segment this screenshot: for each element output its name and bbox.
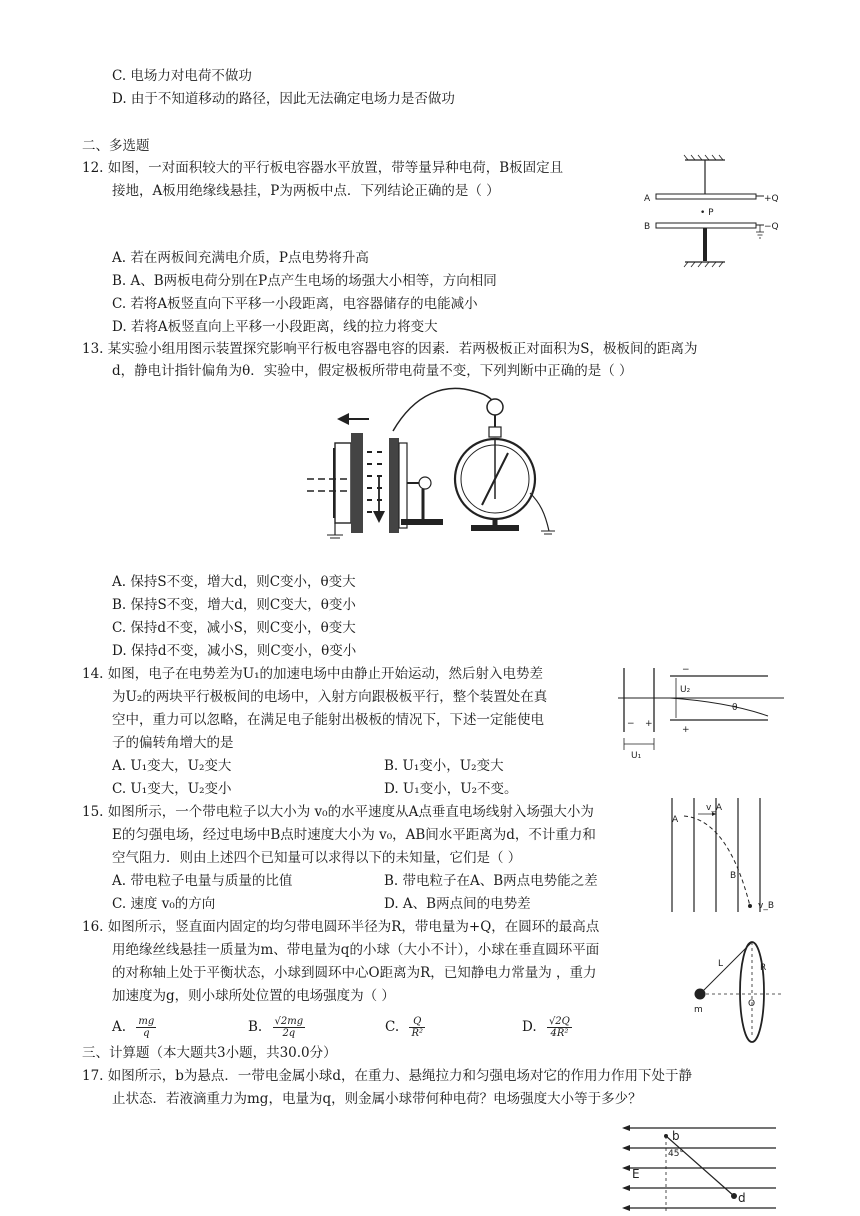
fig15-label-a: A [672, 815, 679, 825]
q13-stem-line2: d，静电计指针偏角为θ．实验中，假定极板所带电荷量不变，下列判断中正确的是（ ） [112, 363, 633, 379]
fig17-label-angle: 45° [668, 1149, 684, 1159]
q13-option-a: A. 保持S不变，增大d，则C变小，θ变大 [112, 574, 356, 590]
q16-option-b: B. $\frac{√2mg}{2q}$ [248, 1016, 304, 1039]
q15-stem-line3: 空气阻力．则由上述四个已知量可以求得以下的未知量，它们是（ ） [112, 850, 522, 866]
fig15-label-b: B [730, 871, 737, 881]
q16-a-numerator: mg [138, 1016, 155, 1027]
q16-c-denominator: R² [411, 1028, 423, 1039]
q11-option-d: D. 由于不知道移动的路径，因此无法确定电场力是否做功 [112, 91, 455, 107]
fig12-label-minus-q: −Q [764, 222, 779, 232]
q15-option-a: A. 带电粒子电量与质量的比值 [112, 873, 293, 889]
q17-field-figure [616, 1122, 782, 1214]
fig17-label-b: b [672, 1129, 680, 1143]
q16-option-a: A. $\frac{mg}{q}$ [112, 1016, 155, 1039]
section-multiple-choice-heading: 二、多选题 [82, 138, 150, 154]
q12-option-a: A. 若在两板间充满电介质，P点电势将升高 [112, 250, 369, 266]
q12-option-b: B. A、B两板电荷分别在P点产生电场的场强大小相等，方向相同 [112, 273, 497, 289]
fig17-label-d: d [738, 1191, 746, 1205]
q16-option-c: C. $\frac{Q}{\text{R²}}$ [385, 1016, 423, 1039]
fig12-label-plus-q: +Q [764, 194, 779, 204]
q16-option-d: D. $\frac{√2Q}{\text{4R²}}$ [522, 1016, 570, 1039]
fig14-label-u1: U₁ [631, 751, 642, 761]
q12-capacitor-figure [640, 152, 780, 270]
q13-electrometer-figure [305, 383, 555, 543]
q13-option-b: B. 保持S不变，增大d，则C变大，θ变小 [112, 597, 356, 613]
q16-c-numerator: Q [409, 1016, 425, 1028]
q14-option-d: D. U₁变小，U₂不变。 [384, 781, 518, 797]
q16-ring-figure [686, 934, 782, 1046]
q17-stem-line1: 17. 如图所示，b为悬点．一带电金属小球d，在重力、悬绳拉力和匀强电场对它的作用力作用下处于静 [82, 1068, 693, 1084]
fig16-label-l: L [718, 959, 724, 969]
fig16-label-r: R [760, 963, 767, 973]
fig12-label-p: • P [700, 208, 714, 218]
fig15-label-va: v_A [706, 803, 722, 813]
q16-d-numerator: √2Q [548, 1016, 570, 1027]
q14-stem-line3: 空中，重力可以忽略，在满足电子能射出极板的情况下，下述一定能使电 [112, 712, 544, 728]
fig17-label-e: E [632, 1167, 640, 1181]
q12-stem-line2: 接地，A板用绝缘线悬挂，P为两板中点．下列结论正确的是（ ） [112, 183, 500, 199]
q16-stem-line1: 16. 如图所示，竖直面内固定的均匀带电圆环半径为R，带电量为+Q，在圆环的最高点 [82, 919, 600, 935]
q17-stem-line2: 止状态．若液滴重力为mg，电量为q，则金属小球带何种电荷？电场强度大小等于多少？ [112, 1091, 642, 1107]
q16-d-denominator: 4R² [550, 1028, 569, 1039]
q13-stem-line1: 13. 某实验小组用图示装置探究影响平行板电容器电容的因素．若两极板正对面积为S，极板间的距离为 [82, 341, 698, 357]
q14-deflection-figure [618, 664, 784, 764]
section-calculation-heading: 三、计算题（本大题共3小题，共30.0分） [82, 1045, 337, 1061]
fig14-minus-left: − [627, 719, 635, 729]
q14-stem-line2: 为U₂的两块平行极板间的电场中，入射方向跟极板平行，整个装置处在真 [112, 689, 548, 705]
fig14-label-u2: U₂ [680, 685, 691, 695]
q14-stem-line4: 子的偏转角增大的是 [112, 735, 234, 751]
q16-stem-line2: 用绝缘丝线悬挂一质量为m、带电量为q的小球（大小不计），小球在垂直圆环平面 [112, 942, 600, 958]
q16-b-denominator: 2q [282, 1028, 296, 1039]
q14-stem-line1: 14. 如图，电子在电势差为U₁的加速电场中由静止开始运动，然后射入电势差 [82, 666, 544, 682]
q14-option-c: C. U₁变大，U₂变小 [112, 781, 232, 797]
fig16-label-o: O [748, 999, 756, 1009]
q16-a-denominator: q [143, 1028, 150, 1039]
q14-option-b: B. U₁变小，U₂变大 [384, 758, 504, 774]
q15-stem-line2: E的匀强电场，经过电场中B点时速度大小为 v₀，AB间水平距离为d，不计重力和 [112, 827, 596, 843]
fig14-plus-left: + [645, 719, 653, 729]
q15-field-figure [668, 798, 780, 914]
q15-option-c: C. 速度 v₀的方向 [112, 896, 216, 912]
q16-stem-line4: 加速度为g，则小球所处位置的电场强度为（ ） [112, 988, 395, 1004]
fig14-plus-bot: + [682, 725, 690, 735]
fig15-label-vb: v_B [758, 901, 775, 911]
fig12-label-b: B [644, 222, 651, 232]
q16-b-numerator: √2mg [274, 1016, 304, 1027]
q11-option-c: C. 电场力对电荷不做功 [112, 68, 252, 84]
fig12-label-a: A [644, 194, 651, 204]
q16-stem-line3: 的对称轴上处于平衡状态，小球到圆环中心O距离为R，已知静电力常量为 ，重力 [112, 965, 597, 981]
fig14-theta: θ [732, 703, 738, 713]
q13-option-d: D. 保持d不变，减小S，则C变小，θ变小 [112, 643, 357, 659]
fig16-label-m: m [694, 1005, 703, 1015]
q12-option-c: C. 若将A板竖直向下平移一小段距离，电容器储存的电能减小 [112, 296, 478, 312]
q12-stem-line1: 12. 如图，一对面积较大的平行板电容器水平放置，带等量异种电荷，B板固定且 [82, 160, 564, 176]
q13-option-c: C. 保持d不变，减小S，则C变小，θ变大 [112, 620, 356, 636]
q12-option-d: D. 若将A板竖直向上平移一小段距离，线的拉力将变大 [112, 319, 438, 335]
q15-option-d: D. A、B两点间的电势差 [384, 896, 531, 912]
fig14-minus-top: − [682, 665, 690, 675]
q15-stem-line1: 15. 如图所示，一个带电粒子以大小为 v₀的水平速度从A点垂直电场线射入场强大小为 [82, 804, 594, 820]
q15-option-b: B. 带电粒子在A、B两点电势能之差 [384, 873, 598, 889]
q14-option-a: A. U₁变大，U₂变大 [112, 758, 232, 774]
